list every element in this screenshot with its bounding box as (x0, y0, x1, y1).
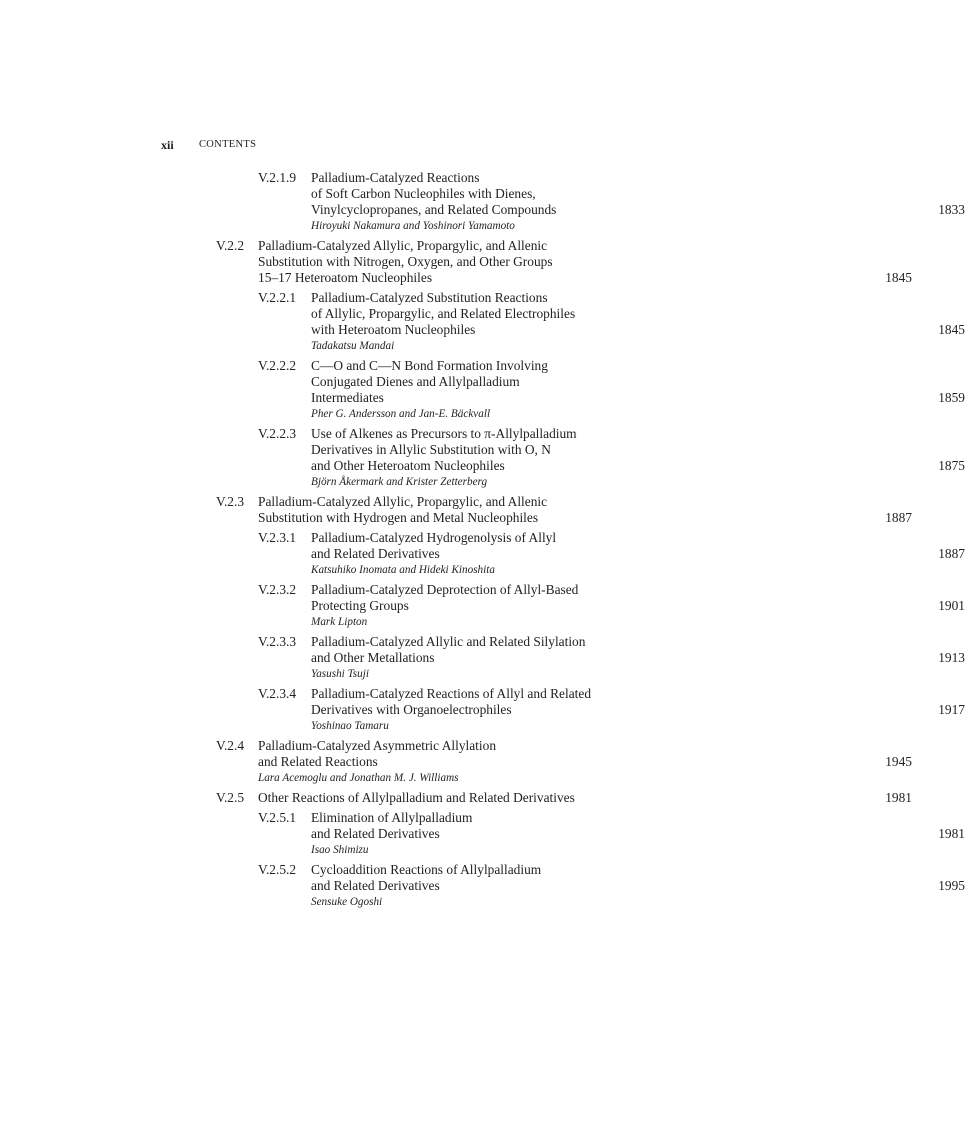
authors: Mark Lipton (311, 616, 368, 628)
running-title: CONTENTS (199, 139, 257, 150)
authors: Sensuke Ogoshi (311, 896, 383, 908)
section-number: V.2.5.1 (258, 810, 297, 825)
section-title-line: and Related Derivatives (311, 826, 440, 841)
authors: Tadakatsu Mandai (311, 340, 395, 352)
page-reference: 1833 (938, 202, 965, 217)
toc-entry[interactable] (258, 426, 965, 490)
section-title-line: and Related Reactions (258, 754, 378, 769)
authors: Isao Shimizu (311, 844, 369, 856)
authors: Hiroyuki Nakamura and Yoshinori Yamamoto (311, 220, 515, 232)
section-title-line: with Heteroatom Nucleophiles (311, 322, 476, 337)
page-reference: 1875 (938, 458, 965, 473)
section-title-line: Substitution with Nitrogen, Oxygen, and Other Groups (258, 254, 553, 269)
section-title-line: Palladium-Catalyzed Allylic, Propargylic, and Allenic (258, 238, 548, 253)
section-number: V.2.2.2 (258, 358, 297, 373)
section-title-line: Palladium-Catalyzed Reactions of Allyl and Related (311, 686, 592, 701)
section-number: V.2.2 (216, 238, 245, 253)
section-title-line: and Other Metallations (311, 650, 435, 665)
page-reference: 1995 (938, 878, 965, 893)
section-title-line: and Related Derivatives (311, 878, 440, 893)
section-title-line: Palladium-Catalyzed Deprotection of Allyl-Based (311, 582, 579, 597)
section-title-line: Derivatives in Allylic Substitution with O, N (311, 442, 551, 457)
page-reference: 1981 (938, 826, 965, 841)
section-title-line: Use of Alkenes as Precursors to π-Allylpalladium (311, 426, 577, 441)
toc-entry[interactable] (216, 238, 912, 286)
section-title-line: Derivatives with Organoelectrophiles (311, 702, 512, 717)
toc-entry[interactable] (258, 290, 965, 354)
page-reference: 1887 (885, 510, 912, 525)
toc-entry[interactable] (216, 790, 912, 806)
section-number: V.2.3.2 (258, 582, 297, 597)
page-reference: 1917 (938, 702, 965, 717)
section-title-line: Conjugated Dienes and Allylpalladium (311, 374, 520, 389)
page-reference: 1913 (938, 650, 965, 665)
section-number: V.2.1.9 (258, 170, 297, 185)
running-header (161, 138, 257, 152)
section-title-line: C—O and C—N Bond Formation Involving (311, 358, 548, 373)
section-title-line: Palladium-Catalyzed Allylic and Related Silylation (311, 634, 586, 649)
toc-entry[interactable] (258, 530, 965, 578)
section-title-line: Substitution with Hydrogen and Metal Nucleophiles (258, 510, 539, 525)
section-title-line: Intermediates (311, 390, 384, 405)
section-title-line: Palladium-Catalyzed Substitution Reactions (311, 290, 548, 305)
section-title-line: Palladium-Catalyzed Asymmetric Allylation (258, 738, 497, 753)
authors: Björn Åkermark and Krister Zetterberg (311, 476, 488, 488)
section-title-line: Elimination of Allylpalladium (311, 810, 473, 825)
section-number: V.2.2.1 (258, 290, 297, 305)
toc-entry[interactable] (216, 494, 912, 526)
toc-entry[interactable] (258, 358, 965, 422)
section-number: V.2.4 (216, 738, 245, 753)
authors: Lara Acemoglu and Jonathan M. J. Williams (258, 772, 459, 784)
section-title-line: Palladium-Catalyzed Allylic, Propargylic, and Allenic (258, 494, 548, 509)
page-reference: 1845 (938, 322, 965, 337)
table-of-contents (0, 170, 965, 910)
section-title-line: Palladium-Catalyzed Hydrogenolysis of Allyl (311, 530, 557, 545)
page-reference: 1945 (885, 754, 912, 769)
authors: Pher G. Andersson and Jan-E. Bäckvall (311, 408, 491, 420)
toc-entry[interactable] (258, 686, 965, 734)
section-number: V.2.3.1 (258, 530, 297, 545)
section-title-line: and Related Derivatives (311, 546, 440, 561)
section-title-line: and Other Heteroatom Nucleophiles (311, 458, 505, 473)
section-number: V.2.3.3 (258, 634, 297, 649)
section-number: V.2.2.3 (258, 426, 297, 441)
section-title-line: Vinylcyclopropanes, and Related Compounds (311, 202, 557, 217)
page-number: xii (161, 138, 174, 152)
toc-entry[interactable] (258, 634, 965, 682)
section-number: V.2.3.4 (258, 686, 297, 701)
section-number: V.2.5 (216, 790, 245, 805)
page-reference: 1845 (885, 270, 912, 285)
authors: Yoshinao Tamaru (311, 720, 389, 732)
page-reference: 1981 (885, 790, 912, 805)
section-number: V.2.3 (216, 494, 245, 509)
section-number: V.2.5.2 (258, 862, 297, 877)
authors: Katsuhiko Inomata and Hideki Kinoshita (311, 564, 495, 576)
section-title-line: Palladium-Catalyzed Reactions (311, 170, 480, 185)
toc-entry[interactable] (258, 170, 965, 234)
page-reference: 1887 (938, 546, 965, 561)
toc-entry[interactable] (258, 582, 965, 630)
section-title-line: of Allylic, Propargylic, and Related Electrophiles (311, 306, 576, 321)
section-title-line: of Soft Carbon Nucleophiles with Dienes, (311, 186, 536, 201)
toc-entry[interactable] (258, 862, 965, 910)
page-reference: 1901 (938, 598, 965, 613)
toc-entry[interactable] (258, 810, 965, 858)
authors: Yasushi Tsuji (311, 668, 369, 680)
section-title-line: 15–17 Heteroatom Nucleophiles (258, 270, 433, 285)
toc-entry[interactable] (216, 738, 912, 786)
section-title-line: Cycloaddition Reactions of Allylpalladium (311, 862, 542, 877)
section-title-line: Protecting Groups (311, 598, 409, 613)
section-title-line: Other Reactions of Allylpalladium and Related Derivatives (258, 790, 575, 805)
page-reference: 1859 (938, 390, 965, 405)
